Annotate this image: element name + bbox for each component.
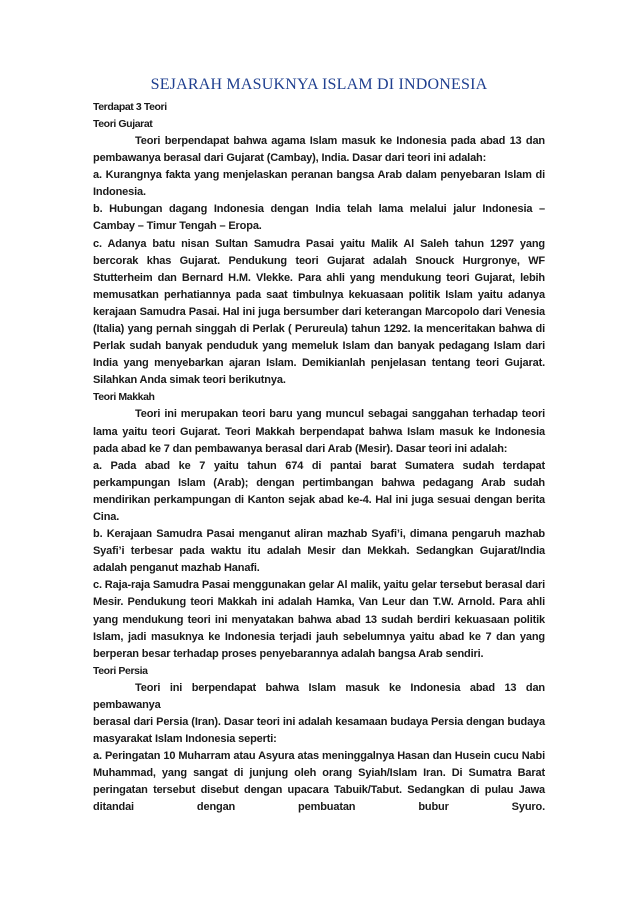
makkah-point-a: a. Pada abad ke 7 yaitu tahun 674 di pantai barat Sumatera sudah terdapat perkampungan Islam (Arab); dengan pertimbangan bahwa pedagang Arab sudah mendirikan perkampungan di Kanton sejak abad ke-4. Hal ini juga sesuai dengan berita Cina. <box>93 459 545 523</box>
document-title: SEJARAH MASUKNYA ISLAM DI INDONESIA <box>150 76 488 93</box>
persia-paragraph-continued: berasal dari Persia (Iran). Dasar teori ini adalah kesamaan budaya Persia dengan budaya masyarakat Islam Indonesia seperti: <box>93 716 545 746</box>
gujarat-point-a: a. Kurangnya fakta yang menjelaskan peranan bangsa Arab dalam penyebaran Islam di Indonesia. <box>93 169 545 199</box>
document-page <box>93 76 545 817</box>
gujarat-point-c: c. Adanya batu nisan Sultan Samudra Pasai yaitu Malik Al Saleh tahun 1297 yang bercorak khas Gujarat. Pendukung teori Gujarat adalah Snouck Hurgronye, WF Stutterheim dan Bernard H.M. Vlekke. Para ahli yang mendukung teori Gujarat, lebih memusatkan perhatiannya pada saat timbulnya kekuasaan politik Islam yaitu adanya kerajaan Samudra Pasai. Hal ini juga bersumber dari keterangan Marcopolo dari Venesia (Italia) yang pernah singgah di Perlak ( Perureula) tahun 1292. Ia menceritakan bahwa di Perlak sudah banyak penduduk yang memeluk Islam dan banyak pedagang Islam dari India yang menyebarkan ajaran Islam. Demikianlah penjelasan tentang teori Gujarat. Silahkan Anda simak teori berikutnya. <box>93 237 545 387</box>
makkah-point-c: c. Raja-raja Samudra Pasai menggunakan gelar Al malik, yaitu gelar tersebut berasal dari Mesir. Pendukung teori Makkah ini adalah Hamka, Van Leur dan T.W. Arnold. Para ahli yang mendukung teori ini menyatakan bahwa abad 13 sudah berdiri kekuasaan politik Islam, jadi masuknya ke Indonesia terjadi jauh sebelumnya yaitu abad ke 7 dan yang berperan besar terhadap proses penyebarannya adalah bangsa Arab sendiri. <box>93 579 545 660</box>
persia-point-a: a. Peringatan 10 Muharram atau Asyura atas meninggalnya Hasan dan Husein cucu Nabi Muhammad, yang sangat di junjung oleh orang Syiah/Islam Iran. Di Sumatra Barat peringatan tersebut disebut dengan upacara Tabuik/Tabut. Sedangkan di pulau Jawa ditandai dengan pembuatan bubur Syuro. <box>93 750 545 814</box>
gujarat-point-b: b. Hubungan dagang Indonesia dengan India telah lama melalui jalur Indonesia – Cambay – Timur Tengah – Eropa. <box>93 203 545 233</box>
makkah-point-b: b. Kerajaan Samudra Pasai menganut aliran mazhab Syafi’i, dimana pengaruh mazhab Syafi’i terbesar pada waktu itu adalah Mesir dan Mekkah. Sedangkan Gujarat/India adalah penganut mazhab Hanafi. <box>93 528 545 575</box>
intro-heading: Terdapat 3 Teori <box>93 101 167 113</box>
persia-heading: Teori Persia <box>93 664 148 677</box>
gujarat-heading: Teori Gujarat <box>93 118 153 130</box>
persia-paragraph-intro: Teori ini berpendapat bahwa Islam masuk ke Indonesia abad 13 dan pembawanya <box>93 681 545 711</box>
gujarat-paragraph-intro: Teori berpendapat bahwa agama Islam masuk ke Indonesia pada abad 13 dan pembawanya berasal dari Gujarat (Cambay), India. Dasar dari teori ini adalah: <box>93 135 545 165</box>
makkah-paragraph-intro: Teori ini merupakan teori baru yang muncul sebagai sanggahan terhadap teori lama yaitu teori Gujarat. Teori Makkah berpendapat bahwa Islam masuk ke Indonesia pada abad ke 7 dan pembawanya berasal dari Arab (Mesir). Dasar teori ini adalah: <box>93 408 545 455</box>
makkah-heading: Teori Makkah <box>93 391 155 404</box>
